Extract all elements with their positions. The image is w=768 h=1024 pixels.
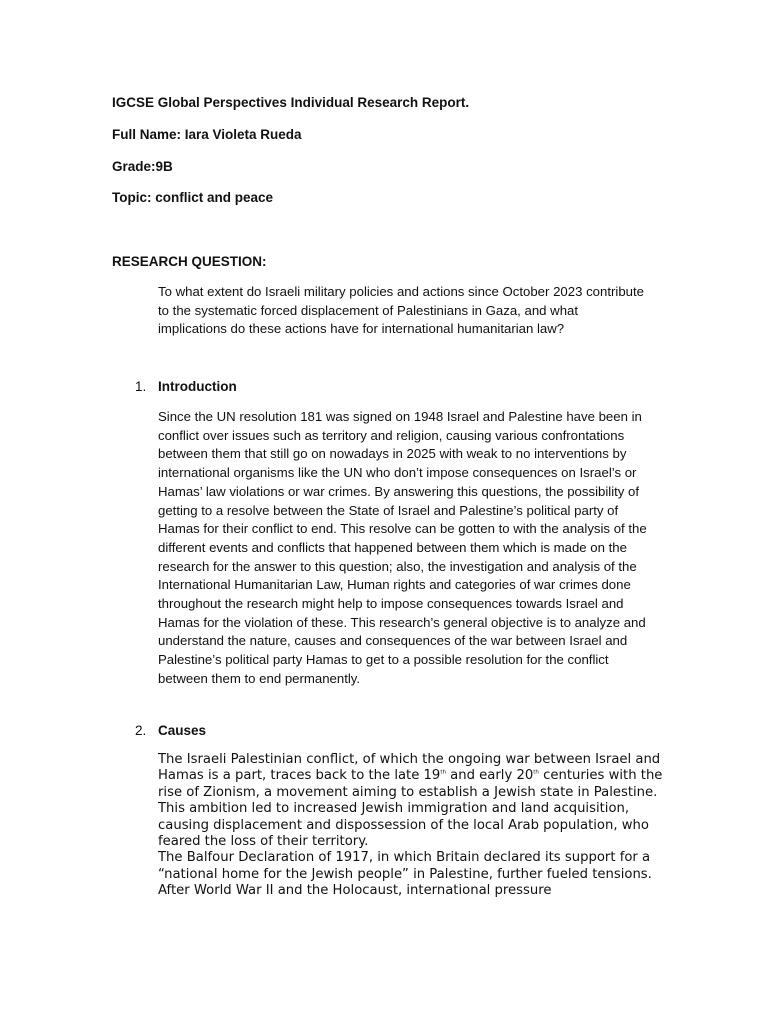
causes-text-part: The Israeli Palestinian conflict, of which the ongoing war between Israel and Hamas is a part, traces back to the late 19 [158, 752, 661, 784]
section-causes-heading [135, 722, 206, 740]
report-title: IGCSE Global Perspectives Individual Research Report. [112, 95, 470, 110]
section-number: 1. [135, 379, 147, 394]
grade: Grade:9B [112, 159, 173, 174]
section-introduction-heading [135, 378, 237, 396]
section-title: Causes [158, 723, 207, 738]
causes-text-part: and early 20 [445, 768, 534, 784]
full-name: Full Name: Iara Violeta Rueda [112, 127, 302, 142]
superscript: th [533, 770, 539, 777]
superscript: th [440, 770, 446, 777]
causes-text-part: The Balfour Declaration of 1917, in which Britain declared its support for a “national home for the Jewish people” in Palestine, further fueled tensions. After World War II and the Holocaust, international pressure [158, 850, 652, 899]
causes-paragraph [158, 752, 668, 900]
topic: Topic: conflict and peace [112, 190, 274, 205]
section-number: 2. [135, 723, 147, 738]
section-title: Introduction [158, 379, 237, 394]
research-question-heading: RESEARCH QUESTION: [112, 254, 267, 269]
research-question-text: To what extent do Israeli military policies and actions since October 2023 contribute to the systematic forced displacement of Palestinians in Gaza, and what implications do these actions have for international humanitarian law? [158, 284, 644, 337]
introduction-paragraph: Since the UN resolution 181 was signed on 1948 Israel and Palestine have been in conflict over issues such as territory and religion, causing various confrontations between them that still go on nowadays in 2025 with weak to no interventions by international organisms like the UN who don’t impose consequences on Israel’s or Hamas’ law violations or war crimes. By answering this questions, the possibility of getting to a resolve between the State of Israel and Palestine’s political party of Hamas for their conflict to end. This resolve can be gotten to with the analysis of the different events and conflicts that happened between them which is made on the research for the answer to this question; also, the investigation and analysis of the International Humanitarian Law, Human rights and categories of war crimes done throughout the research might help to impose consequences towards Israel and Hamas for the violation of these. This research’s general objective is to analyze and understand the nature, causes and consequences of the war between Israel and Palestine’s political party Hamas to get to a possible resolution for the conflict between them to end permanently. [158, 409, 647, 686]
causes-text-part: centuries with the rise of Zionism, a movement aiming to establish a Jewish state in Palestine. This ambition led to increased Jewish immigration and land acquisition, causing displacement and dispossession of the local Arab population, who feared the loss of their territory. [158, 768, 663, 850]
